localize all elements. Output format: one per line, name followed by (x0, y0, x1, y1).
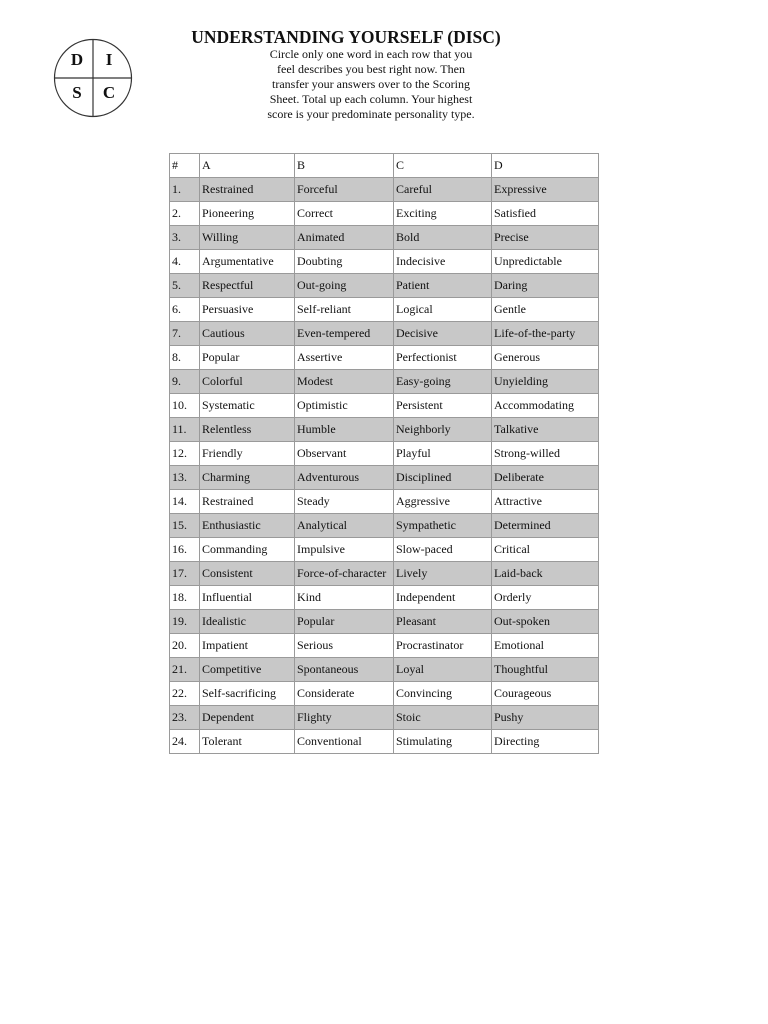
word-option[interactable]: Easy-going (394, 370, 492, 394)
column-header: C (394, 154, 492, 178)
word-option[interactable]: Unpredictable (492, 250, 599, 274)
word-option[interactable]: Stimulating (394, 730, 492, 754)
row-number: 6. (170, 298, 200, 322)
table-row (170, 250, 599, 274)
word-option[interactable]: Flighty (295, 706, 394, 730)
word-option[interactable]: Decisive (394, 322, 492, 346)
table-row (170, 562, 599, 586)
word-option[interactable]: Lively (394, 562, 492, 586)
word-option[interactable]: Impatient (200, 634, 295, 658)
word-option[interactable]: Determined (492, 514, 599, 538)
word-option[interactable]: Disciplined (394, 466, 492, 490)
table-header-row (170, 154, 599, 178)
word-option[interactable]: Neighborly (394, 418, 492, 442)
row-number: 13. (170, 466, 200, 490)
disc-logo (53, 38, 133, 118)
word-option[interactable]: Restrained (200, 490, 295, 514)
disc-word-table (169, 153, 599, 754)
word-option[interactable]: Optimistic (295, 394, 394, 418)
word-option[interactable]: Forceful (295, 178, 394, 202)
word-option[interactable]: Persistent (394, 394, 492, 418)
word-option[interactable]: Willing (200, 226, 295, 250)
table-row (170, 442, 599, 466)
word-option[interactable]: Friendly (200, 442, 295, 466)
word-option[interactable]: Serious (295, 634, 394, 658)
word-option[interactable]: Life-of-the-party (492, 322, 599, 346)
word-option[interactable]: Playful (394, 442, 492, 466)
table-row (170, 394, 599, 418)
word-option[interactable]: Logical (394, 298, 492, 322)
row-number: 18. (170, 586, 200, 610)
word-option[interactable]: Convincing (394, 682, 492, 706)
word-option[interactable]: Force-of-character (295, 562, 394, 586)
word-option[interactable]: Steady (295, 490, 394, 514)
word-option[interactable]: Critical (492, 538, 599, 562)
word-option[interactable]: Considerate (295, 682, 394, 706)
column-header: B (295, 154, 394, 178)
word-option[interactable]: Pushy (492, 706, 599, 730)
table-row (170, 634, 599, 658)
table-row (170, 202, 599, 226)
table-row (170, 466, 599, 490)
word-option[interactable]: Sympathetic (394, 514, 492, 538)
word-option[interactable]: Relentless (200, 418, 295, 442)
word-option[interactable]: Slow-paced (394, 538, 492, 562)
page-title: UNDERSTANDING YOURSELF (DISC) (191, 27, 501, 47)
disc-table-body (170, 154, 599, 754)
word-option[interactable]: Exciting (394, 202, 492, 226)
word-option[interactable]: Precise (492, 226, 599, 250)
word-option[interactable]: Out-spoken (492, 610, 599, 634)
word-option[interactable]: Laid-back (492, 562, 599, 586)
table-row (170, 178, 599, 202)
row-number: 12. (170, 442, 200, 466)
column-header: D (492, 154, 599, 178)
table-row (170, 490, 599, 514)
table-row (170, 706, 599, 730)
row-number: 16. (170, 538, 200, 562)
table-row (170, 418, 599, 442)
word-option[interactable]: Perfectionist (394, 346, 492, 370)
word-option[interactable]: Directing (492, 730, 599, 754)
word-option[interactable]: Commanding (200, 538, 295, 562)
row-number: 11. (170, 418, 200, 442)
word-option[interactable]: Popular (200, 346, 295, 370)
word-option[interactable]: Courageous (492, 682, 599, 706)
word-option[interactable]: Impulsive (295, 538, 394, 562)
word-option[interactable]: Respectful (200, 274, 295, 298)
logo-letter-d: D (70, 50, 84, 69)
row-number: 19. (170, 610, 200, 634)
table-row (170, 346, 599, 370)
word-option[interactable]: Procrastinator (394, 634, 492, 658)
table-row (170, 658, 599, 682)
word-option[interactable]: Tolerant (200, 730, 295, 754)
row-number: 23. (170, 706, 200, 730)
word-option[interactable]: Correct (295, 202, 394, 226)
row-number: 3. (170, 226, 200, 250)
word-option[interactable]: Modest (295, 370, 394, 394)
word-option[interactable]: Adventurous (295, 466, 394, 490)
word-option[interactable]: Competitive (200, 658, 295, 682)
word-option[interactable]: Charming (200, 466, 295, 490)
word-option[interactable]: Aggressive (394, 490, 492, 514)
word-option[interactable]: Self-sacrificing (200, 682, 295, 706)
word-option[interactable]: Even-tempered (295, 322, 394, 346)
table-row (170, 274, 599, 298)
word-option[interactable]: Restrained (200, 178, 295, 202)
word-option[interactable]: Systematic (200, 394, 295, 418)
row-number: 14. (170, 490, 200, 514)
word-option[interactable]: Influential (200, 586, 295, 610)
word-option[interactable]: Daring (492, 274, 599, 298)
instructions-text: Circle only one word in each row that you feel describes you best right now. Then transfer your answers over to the Scoring Sheet. Total up each column. Your highest score is your predominate personality type. (267, 47, 475, 121)
row-number: 4. (170, 250, 200, 274)
row-number: 8. (170, 346, 200, 370)
word-option[interactable]: Doubting (295, 250, 394, 274)
row-number: 10. (170, 394, 200, 418)
word-option[interactable]: Animated (295, 226, 394, 250)
word-option[interactable]: Stoic (394, 706, 492, 730)
word-option[interactable]: Observant (295, 442, 394, 466)
word-option[interactable]: Careful (394, 178, 492, 202)
word-option[interactable]: Patient (394, 274, 492, 298)
word-option[interactable]: Strong-willed (492, 442, 599, 466)
table-row (170, 370, 599, 394)
logo-letter-c: C (102, 83, 116, 102)
word-option[interactable]: Kind (295, 586, 394, 610)
word-option[interactable]: Emotional (492, 634, 599, 658)
table-row (170, 322, 599, 346)
row-number: 9. (170, 370, 200, 394)
row-number: 2. (170, 202, 200, 226)
row-number: 5. (170, 274, 200, 298)
word-option[interactable]: Analytical (295, 514, 394, 538)
word-option[interactable]: Deliberate (492, 466, 599, 490)
word-option[interactable]: Orderly (492, 586, 599, 610)
table-row (170, 298, 599, 322)
word-option[interactable]: Popular (295, 610, 394, 634)
word-option[interactable]: Spontaneous (295, 658, 394, 682)
word-option[interactable]: Generous (492, 346, 599, 370)
row-number: 7. (170, 322, 200, 346)
row-number: 1. (170, 178, 200, 202)
word-option[interactable]: Colorful (200, 370, 295, 394)
column-header: A (200, 154, 295, 178)
word-option[interactable]: Accommodating (492, 394, 599, 418)
table-row (170, 682, 599, 706)
table-row (170, 586, 599, 610)
table-row (170, 514, 599, 538)
word-option[interactable]: Expressive (492, 178, 599, 202)
word-option[interactable]: Dependent (200, 706, 295, 730)
word-option[interactable]: Independent (394, 586, 492, 610)
row-number: 17. (170, 562, 200, 586)
table-row (170, 610, 599, 634)
word-option[interactable]: Pleasant (394, 610, 492, 634)
logo-letter-i: I (105, 50, 113, 69)
word-option[interactable]: Talkative (492, 418, 599, 442)
word-option[interactable]: Attractive (492, 490, 599, 514)
word-option[interactable]: Assertive (295, 346, 394, 370)
word-option[interactable]: Enthusiastic (200, 514, 295, 538)
word-option[interactable]: Pioneering (200, 202, 295, 226)
row-number: 21. (170, 658, 200, 682)
disc-quadrant-icon (53, 38, 133, 118)
word-option[interactable]: Thoughtful (492, 658, 599, 682)
word-option[interactable]: Satisfied (492, 202, 599, 226)
word-option[interactable]: Gentle (492, 298, 599, 322)
table-row (170, 730, 599, 754)
word-option[interactable]: Self-reliant (295, 298, 394, 322)
row-number: 24. (170, 730, 200, 754)
logo-letter-s: S (72, 83, 82, 102)
word-option[interactable]: Argumentative (200, 250, 295, 274)
word-option[interactable]: Consistent (200, 562, 295, 586)
word-option[interactable]: Cautious (200, 322, 295, 346)
table-row (170, 538, 599, 562)
row-number: 15. (170, 514, 200, 538)
word-option[interactable]: Idealistic (200, 610, 295, 634)
word-option[interactable]: Conventional (295, 730, 394, 754)
column-header: # (170, 154, 200, 178)
row-number: 20. (170, 634, 200, 658)
word-option[interactable]: Humble (295, 418, 394, 442)
word-option[interactable]: Unyielding (492, 370, 599, 394)
word-option[interactable]: Loyal (394, 658, 492, 682)
word-option[interactable]: Bold (394, 226, 492, 250)
row-number: 22. (170, 682, 200, 706)
table-row (170, 226, 599, 250)
word-option[interactable]: Out-going (295, 274, 394, 298)
word-option[interactable]: Persuasive (200, 298, 295, 322)
word-option[interactable]: Indecisive (394, 250, 492, 274)
